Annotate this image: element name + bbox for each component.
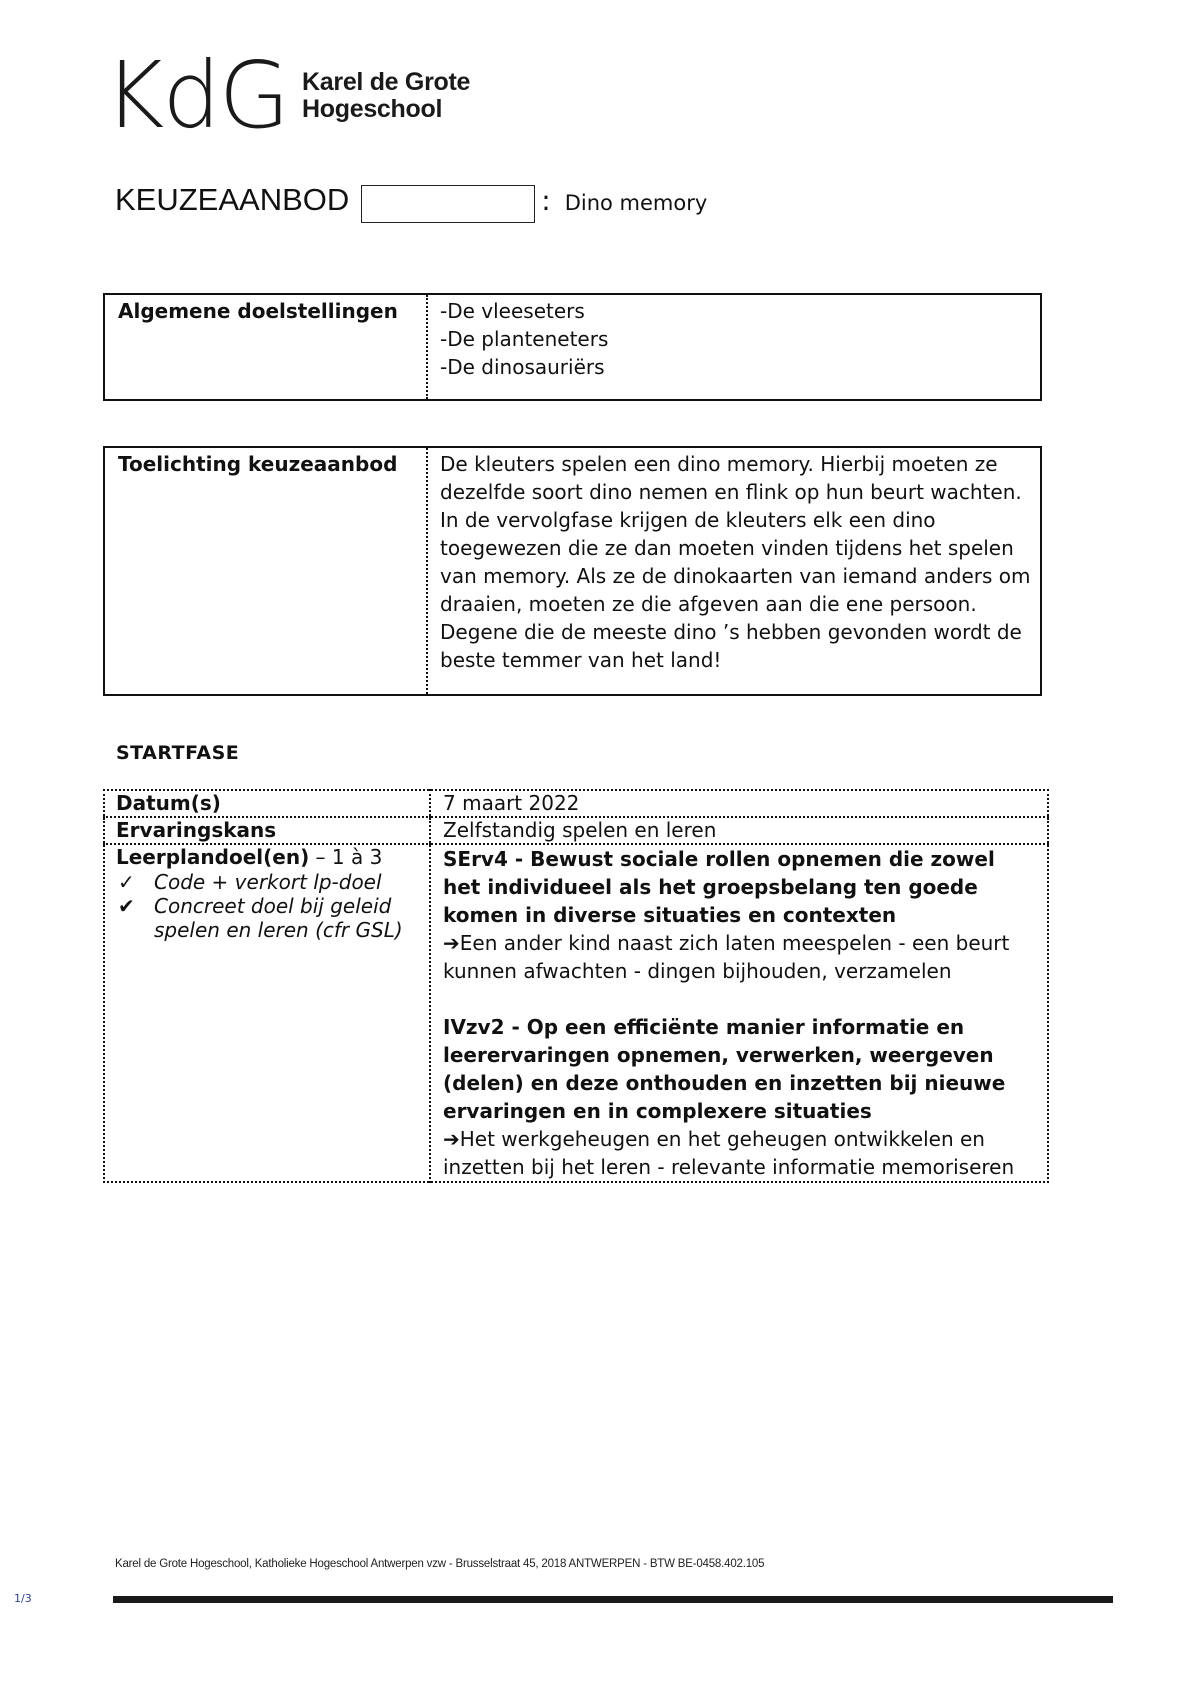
logo — [104, 42, 471, 149]
experience-label: Ervaringskans — [104, 817, 430, 844]
curriculum-goals-title: Leerplandoel(en) — [116, 845, 310, 869]
goal-1-title: SErv4 - Bewust sociale rollen opnemen die zowel het individueel als het groepsbelang ten goede komen in diverse situaties en contexten — [443, 847, 995, 927]
check-icon: ✓ — [118, 870, 135, 894]
table-row — [104, 790, 1048, 817]
curriculum-goals-content — [430, 844, 1048, 1182]
explanation-table — [103, 446, 1042, 696]
goal-item: -De planteneters — [440, 327, 609, 351]
start-phase-table — [103, 789, 1049, 1183]
explanation-label: Toelichting keuzeaanbod — [118, 452, 398, 476]
page-number: 1/3 — [14, 1592, 32, 1605]
logo-mark: KdG — [104, 42, 289, 149]
footer-rule — [113, 1596, 1113, 1603]
curriculum-goals-cell — [104, 844, 430, 1182]
table-row — [104, 817, 1048, 844]
page-subtitle: Dino memory — [564, 191, 708, 215]
bullet-text: Code + verkort lp-doel — [154, 870, 382, 894]
logo-line-2: Hogeschool — [302, 95, 443, 123]
check-icon: ✔ — [118, 894, 135, 918]
table-row — [104, 844, 1048, 1182]
footer-text: Karel de Grote Hogeschool, Katholieke Hogeschool Antwerpen vzw - Brusselstraat 45, 2018 ANTWERPEN - BTW BE-0458.402.105 — [115, 1558, 765, 1570]
experience-value: Zelfstandig spelen en leren — [430, 817, 1048, 844]
goals-list — [427, 294, 1041, 400]
logo-text — [302, 69, 470, 123]
date-value: 7 maart 2022 — [430, 790, 1048, 817]
curriculum-goals-count: – 1 à 3 — [309, 845, 383, 869]
section-title: STARTFASE — [116, 742, 240, 764]
goals-table — [103, 293, 1042, 401]
logo-line-1: Karel de Grote — [302, 68, 471, 96]
date-label: Datum(s) — [104, 790, 430, 817]
curriculum-goals-label — [116, 845, 421, 870]
goal-item: -De dinosauriërs — [440, 355, 605, 379]
spacer — [443, 985, 1039, 1013]
title-input-box[interactable] — [361, 185, 535, 223]
page-title: KEUZEAANBOD — [115, 182, 350, 217]
goal-2-title: IVzv2 - Op een efficiënte manier informatie en leerervaringen opnemen, verwerken, weergeven (delen) en deze onthouden en inzetten bij nieuwe ervaringen en in complexere situaties — [443, 1015, 1006, 1123]
bullet-text: Concreet doel bij geleid spelen en leren (cfr GSL) — [154, 894, 403, 942]
title-colon: : — [541, 184, 551, 217]
bullet-item — [116, 870, 421, 894]
goal-1-detail: ➔Een ander kind naast zich laten meespelen - een beurt kunnen afwachten - dingen bijhouden, verzamelen — [443, 931, 1010, 983]
explanation-text: De kleuters spelen een dino memory. Hierbij moeten ze dezelfde soort dino nemen en flink op hun beurt wachten. In de vervolgfase krijgen de kleuters elk een dino toegewezen die ze dan moeten vinden tijdens het spelen van memory. Als ze de dinokaarten van iemand anders om draaien, moeten ze die afgeven aan die ene persoon. Degene die de meeste dino ’s hebben gevonden wordt de beste temmer van het land! — [427, 447, 1041, 695]
bullet-item — [116, 894, 421, 942]
goal-item: -De vleeseters — [440, 299, 585, 323]
goals-label: Algemene doelstellingen — [118, 299, 398, 323]
goal-2-detail: ➔Het werkgeheugen en het geheugen ontwikkelen en inzetten bij het leren - relevante informatie memoriseren — [443, 1127, 1015, 1179]
page-title-row — [115, 184, 707, 215]
